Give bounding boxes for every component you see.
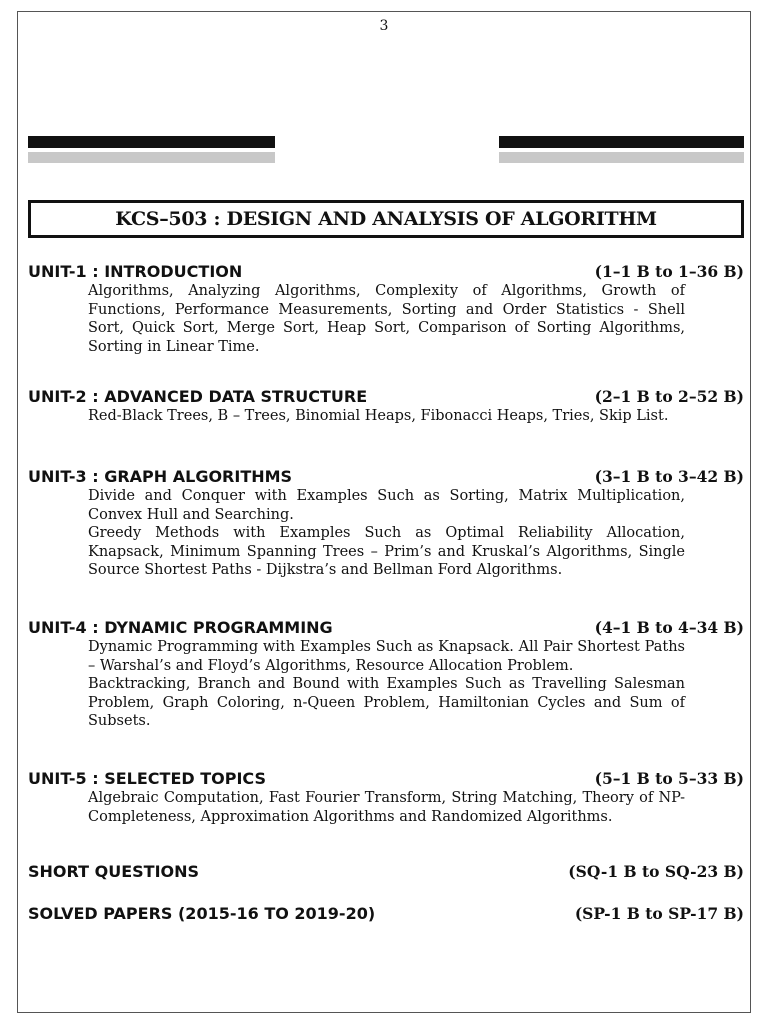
unit-5-topics (88, 789, 685, 826)
unit-1-topics (88, 282, 685, 356)
unit-3-heading: UNIT-3 : GRAPH ALGORITHMS (28, 467, 293, 486)
unit-4-heading: UNIT-4 : DYNAMIC PROGRAMMING (28, 618, 333, 637)
solved-papers-row (28, 904, 744, 923)
unit-4-paragraph-1: Dynamic Programming with Examples Such as Knapsack. All Pair Shortest Paths – Warshal’s and Floyd’s Algorithms, Resource Allocation Problem. (88, 639, 685, 674)
syllabus-title: KCS–503 : DESIGN AND ANALYSIS OF ALGORITHM (28, 200, 744, 238)
page-number: 3 (379, 18, 389, 34)
unit-3-header (28, 467, 744, 487)
unit-1-paragraph-1: Algorithms, Analyzing Algorithms, Complexity of Algorithms, Growth of Functions, Performance Measurements, Sorting and Order Statistics - Shell Sort, Quick Sort, Merge Sort, Heap Sort, Comparison of Sorting Algorithms, Sorting in Linear Time. (88, 283, 685, 355)
unit-2-topics (88, 407, 685, 426)
unit-4-paragraph-2: Backtracking, Branch and Bound with Examples Such as Travelling Salesman Problem, Graph Coloring, n-Queen Problem, Hamiltonian Cycles and Sum of Subsets. (88, 676, 685, 730)
unit-2-section (28, 387, 744, 426)
unit-4-page-range: (4–1 B to 4–34 B) (594, 618, 744, 637)
unit-4-header (28, 618, 744, 638)
solved-papers-range: (SP-1 B to SP-17 B) (574, 904, 744, 923)
unit-1-page-range: (1–1 B to 1–36 B) (594, 262, 744, 281)
unit-2-header (28, 387, 744, 407)
unit-5-section (28, 769, 744, 826)
unit-5-header (28, 769, 744, 789)
unit-1-heading: UNIT-1 : INTRODUCTION (28, 262, 243, 281)
short-questions-range: (SQ-1 B to SQ-23 B) (568, 862, 744, 881)
unit-3-paragraph-1: Divide and Conquer with Examples Such as Sorting, Matrix Multiplication, Convex Hull and Searching. (88, 488, 685, 523)
unit-5-paragraph-1: Algebraic Computation, Fast Fourier Transform, String Matching, Theory of NP-Completeness, Approximation Algorithms and Randomized Algorithms. (88, 790, 685, 825)
unit-3-topics (88, 487, 685, 580)
unit-1-section (28, 262, 744, 356)
unit-2-paragraph-1: Red-Black Trees, B – Trees, Binomial Heaps, Fibonacci Heaps, Tries, Skip List. (88, 408, 669, 424)
unit-5-page-range: (5–1 B to 5–33 B) (594, 769, 744, 788)
unit-4-section (28, 618, 744, 731)
short-questions-row (28, 862, 744, 881)
decorative-bar-right-black (499, 136, 744, 148)
unit-2-heading: UNIT-2 : ADVANCED DATA STRUCTURE (28, 387, 368, 406)
short-questions-label: SHORT QUESTIONS (28, 862, 200, 881)
unit-3-paragraph-2: Greedy Methods with Examples Such as Optimal Reliability Allocation, Knapsack, Minimum Spanning Trees – Prim’s and Kruskal’s Algorithms, Single Source Shortest Paths - Dijkstra’s and Bellman Ford Algorithms. (88, 525, 685, 579)
unit-5-heading: UNIT-5 : SELECTED TOPICS (28, 769, 266, 788)
decorative-bar-left-gray (28, 152, 275, 163)
decorative-bar-left-black (28, 136, 275, 148)
unit-2-page-range: (2–1 B to 2–52 B) (594, 387, 744, 406)
unit-3-section (28, 467, 744, 580)
solved-papers-label: SOLVED PAPERS (2015-16 TO 2019-20) (28, 904, 376, 923)
decorative-bar-right-gray (499, 152, 744, 163)
unit-1-header (28, 262, 744, 282)
unit-4-topics (88, 638, 685, 731)
unit-3-page-range: (3–1 B to 3–42 B) (594, 467, 744, 486)
